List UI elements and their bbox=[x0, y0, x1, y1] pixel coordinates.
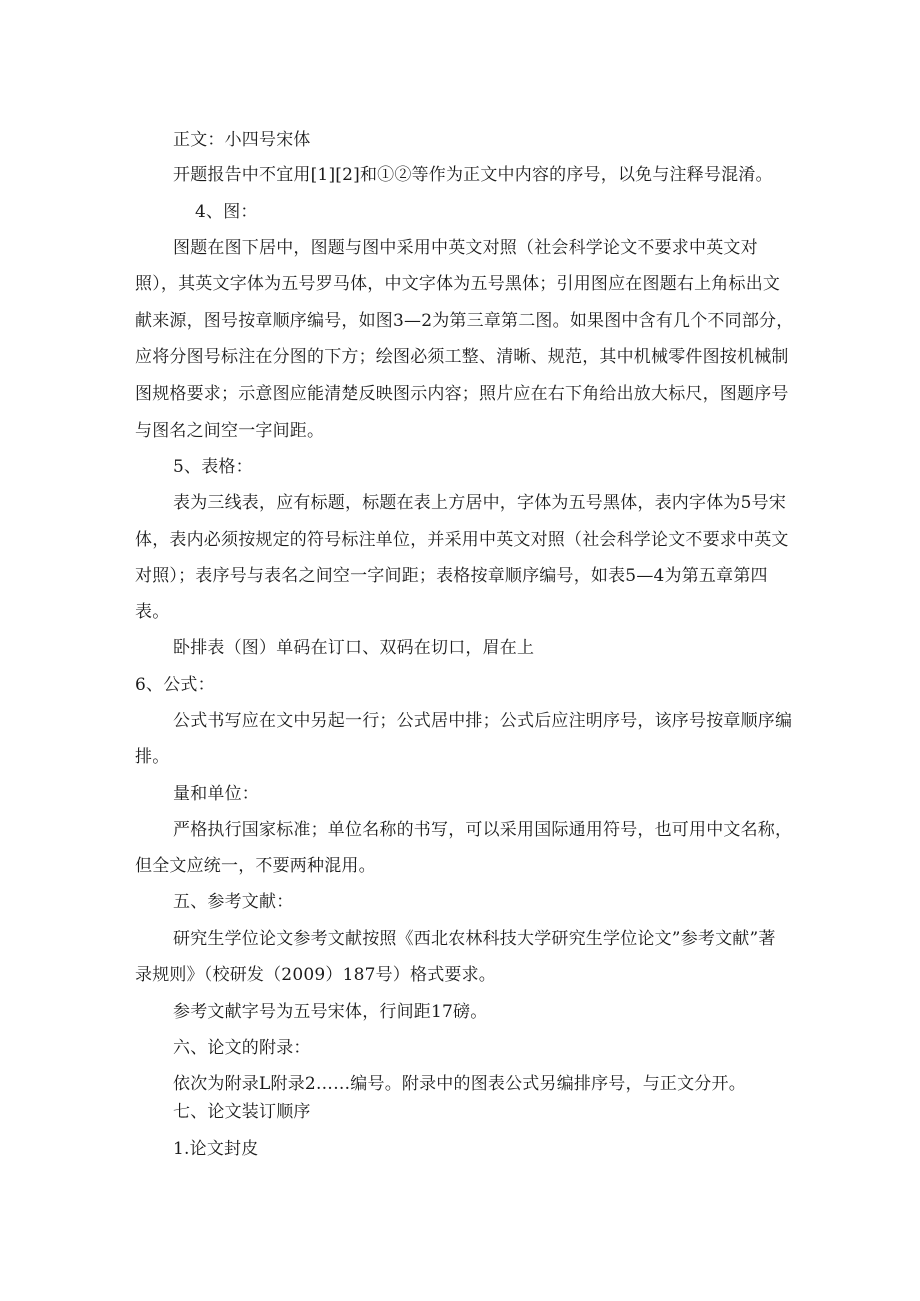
section-heading-units: 量和单位： bbox=[173, 784, 259, 804]
references-paragraph-line: 研究生学位论文参考文献按照《西北农林科技大学研究生学位论文”参考文献”著 bbox=[173, 929, 776, 949]
binding-order-item: 1.论文封皮 bbox=[173, 1139, 259, 1159]
tables-paragraph-line: 表为三线表，应有标题，标题在表上方居中，字体为五号黑体，表内字体为5号宋 bbox=[173, 493, 787, 513]
body-font-note: 正文：小四号宋体 bbox=[173, 130, 311, 150]
section-heading-tables: 5、表格： bbox=[173, 457, 253, 477]
appendix-paragraph-line: 依次为附录L附录2……编号。附录中的图表公式另编排序号，与正文分开。 bbox=[173, 1074, 746, 1094]
section-heading-references: 五、参考文献： bbox=[173, 892, 294, 912]
figures-paragraph-line: 献来源，图号按章顺序编号，如图3—2为第三章第二图。如果图中含有几个不同部分， bbox=[135, 311, 794, 331]
figures-paragraph-line: 与图名之间空一字间距。 bbox=[135, 421, 325, 441]
section-heading-formulas: 6、公式： bbox=[135, 675, 215, 695]
formulas-paragraph-line: 排。 bbox=[135, 747, 170, 767]
references-font-note: 参考文献字号为五号宋体，行间距17磅。 bbox=[173, 1002, 488, 1022]
tables-paragraph-line: 表。 bbox=[135, 602, 170, 622]
section-heading-appendix: 六、论文的附录： bbox=[173, 1038, 311, 1058]
figures-paragraph-line: 图规格要求；示意图应能清楚反映图示内容；照片应在右下角给出放大标尺，图题序号 bbox=[135, 384, 789, 404]
section-heading-figures: 4、图： bbox=[195, 202, 258, 222]
references-paragraph-line: 录规则》（校研发（2009）187号）格式要求。 bbox=[135, 965, 497, 985]
figures-paragraph-line: 图题在图下居中，图题与图中采用中英文对照（社会科学论文不要求中英文对 bbox=[173, 238, 758, 258]
figures-paragraph-line: 照），其英文字体为五号罗马体，中文字体为五号黑体；引用图应在图题右上角标出文 bbox=[135, 274, 781, 294]
figures-paragraph-line: 应将分图号标注在分图的下方；绘图必须工整、清晰、规范，其中机械零件图按机械制 bbox=[135, 347, 789, 367]
section-heading-binding-order: 七、论文装订顺序 bbox=[173, 1102, 311, 1122]
tables-paragraph-line: 体，表内必须按规定的符号标注单位，并采用中英文对照（社会科学论文不要求中英文 bbox=[135, 530, 789, 550]
formulas-paragraph-line: 公式书写应在文中另起一行；公式居中排；公式后应注明序号，该序号按章顺序编 bbox=[173, 711, 793, 731]
landscape-table-note: 卧排表（图）单码在订口、双码在切口，眉在上 bbox=[173, 638, 535, 658]
units-paragraph-line: 但全文应统一，不要两种混用。 bbox=[135, 856, 376, 876]
tables-paragraph-line: 对照）；表序号与表名之间空一字间距；表格按章顺序编号，如表5—4为第五章第四 bbox=[135, 566, 768, 586]
numbering-note: 开题报告中不宜用[1][2]和①②等作为正文中内容的序号，以免与注释号混淆。 bbox=[173, 165, 773, 185]
units-paragraph-line: 严格执行国家标准；单位名称的书写，可以采用国际通用符号，也可用中文名称， bbox=[173, 820, 793, 840]
